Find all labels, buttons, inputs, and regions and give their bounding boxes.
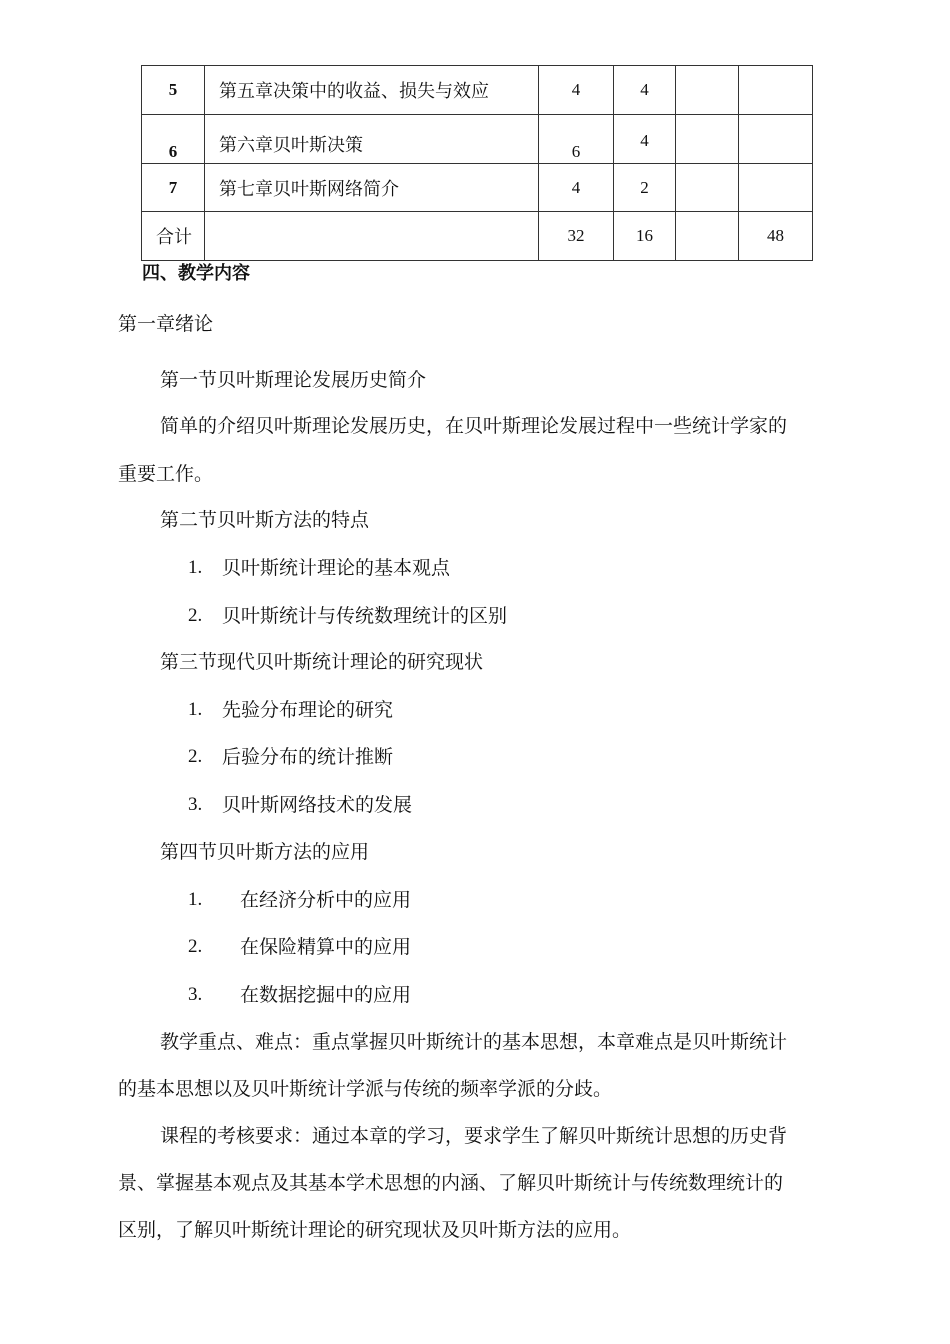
- paragraph-line: 教学重点、难点：重点掌握贝叶斯统计的基本思想，本章难点是贝叶斯统计: [160, 1031, 788, 1053]
- list-number: 3.: [188, 794, 203, 815]
- chapter-number: 5: [142, 66, 205, 115]
- paragraph-line: 的基本思想以及贝叶斯统计学派与传统的频率学派的分歧。: [118, 1078, 613, 1100]
- chapter-name: 第七章贝叶斯网络简介: [205, 164, 539, 212]
- list-text: 在经济分析中的应用: [240, 889, 412, 911]
- paragraph-line: 区别，了解贝叶斯统计理论的研究现状及贝叶斯方法的应用。: [118, 1219, 632, 1241]
- paragraph-line: 简单的介绍贝叶斯理论发展历史，在贝叶斯理论发展过程中一些统计学家的: [160, 415, 788, 437]
- list-number: 2.: [188, 605, 203, 626]
- section-heading: 四、教学内容: [142, 263, 250, 284]
- hours-cell: 2: [614, 164, 676, 212]
- chapter-title: 第一章绪论: [118, 313, 214, 335]
- list-number: 1.: [188, 557, 203, 578]
- total-cell: [676, 212, 739, 261]
- hours-cell: 6: [539, 115, 614, 164]
- list-text: 在保险精算中的应用: [240, 936, 412, 958]
- section-title: 第四节贝叶斯方法的应用: [160, 841, 370, 863]
- list-number: 3.: [188, 984, 203, 1005]
- hours-cell: [676, 115, 739, 164]
- chapter-number: 6: [142, 115, 205, 164]
- total-cell: 32: [539, 212, 614, 261]
- hours-cell: [676, 66, 739, 115]
- list-number: 2.: [188, 936, 203, 957]
- section-title: 第一节贝叶斯理论发展历史简介: [160, 369, 427, 391]
- hours-table: [141, 65, 813, 261]
- total-label: 合计: [142, 212, 205, 261]
- table-row: [142, 115, 813, 164]
- hours-cell: [676, 164, 739, 212]
- list-text: 先验分布理论的研究: [222, 699, 394, 721]
- chapter-name: 第六章贝叶斯决策: [205, 115, 539, 164]
- list-text: 贝叶斯统计与传统数理统计的区别: [222, 605, 508, 627]
- table-row: [142, 66, 813, 115]
- hours-cell: 4: [539, 66, 614, 115]
- total-cell: 16: [614, 212, 676, 261]
- list-text: 贝叶斯统计理论的基本观点: [222, 557, 451, 579]
- list-number: 1.: [188, 699, 203, 720]
- list-number: 1.: [188, 889, 203, 910]
- paragraph-line: 景、掌握基本观点及其基本学术思想的内涵、了解贝叶斯统计与传统数理统计的: [118, 1172, 784, 1194]
- hours-cell: [739, 66, 813, 115]
- hours-cell: 4: [614, 115, 676, 164]
- list-text: 后验分布的统计推断: [222, 746, 394, 768]
- hours-cell: 4: [539, 164, 614, 212]
- section-title: 第二节贝叶斯方法的特点: [160, 509, 370, 531]
- paragraph-line: 重要工作。: [118, 463, 214, 485]
- section-title: 第三节现代贝叶斯统计理论的研究现状: [160, 651, 484, 673]
- hours-cell: 4: [614, 66, 676, 115]
- list-text: 贝叶斯网络技术的发展: [222, 794, 413, 816]
- chapter-number: 7: [142, 164, 205, 212]
- paragraph-line: 课程的考核要求：通过本章的学习，要求学生了解贝叶斯统计思想的历史背: [160, 1125, 788, 1147]
- total-chapter: [205, 212, 539, 261]
- list-number: 2.: [188, 746, 203, 767]
- chapter-name: 第五章决策中的收益、损失与效应: [205, 66, 539, 115]
- table-row: [142, 164, 813, 212]
- table-total-row: [142, 212, 813, 261]
- hours-cell: [739, 115, 813, 164]
- list-text: 在数据挖掘中的应用: [240, 984, 412, 1006]
- hours-cell: [739, 164, 813, 212]
- total-cell: 48: [739, 212, 813, 261]
